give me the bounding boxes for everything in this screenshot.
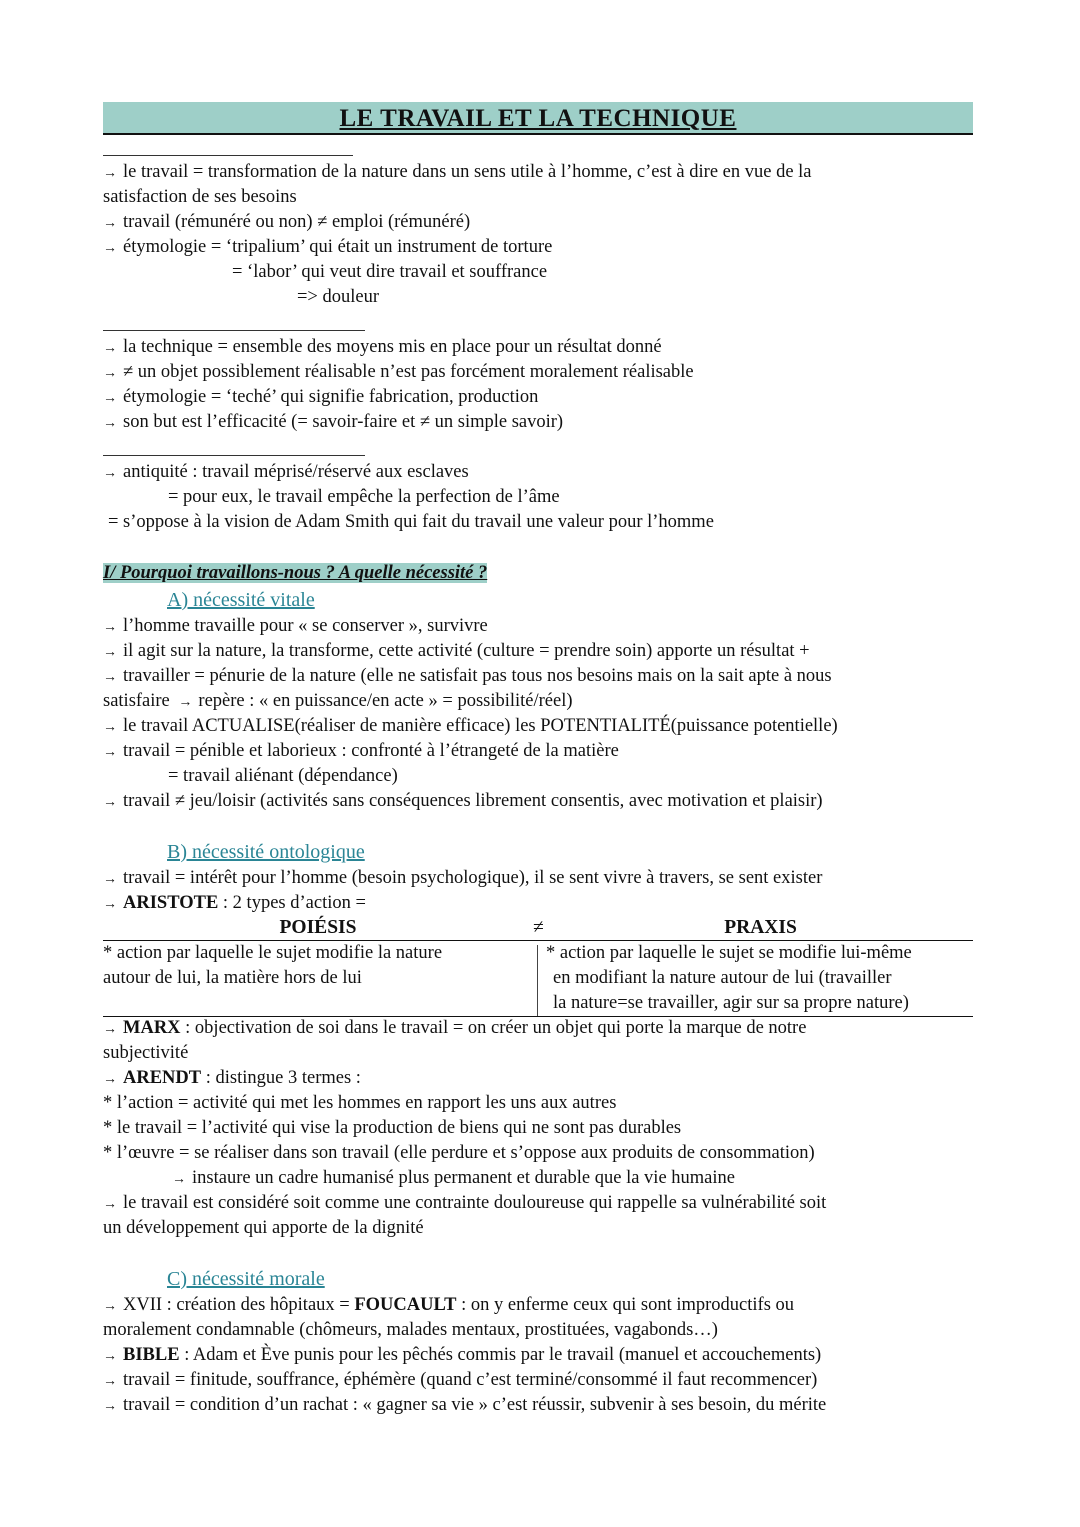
line-text: il agit sur la nature, la transforme, cette activité (culture = prendre soin) apporte un résultat + xyxy=(123,641,810,661)
text-line xyxy=(103,639,973,664)
arrow-icon: → xyxy=(103,241,117,256)
cell-line: autour de lui, la matière hors de lui xyxy=(103,968,362,988)
line-text: satisfaire xyxy=(103,691,170,711)
text-line xyxy=(103,385,973,410)
line-text: travail (rémunéré ou non) ≠ emploi (rémunéré) xyxy=(123,212,471,232)
text-line: = travail aliénant (dépendance) xyxy=(168,766,398,786)
text-line: = ‘labor’ qui veut dire travail et souffrance xyxy=(232,262,548,282)
arrow-icon: → xyxy=(103,1022,117,1037)
line-text: étymologie = ‘teché’ qui signifie fabrication, production xyxy=(123,387,539,407)
cell-line: la nature=se travailler, agir sur sa propre nature) xyxy=(553,993,909,1013)
arrow-icon: → xyxy=(103,1374,117,1389)
text-line xyxy=(103,866,973,891)
text-line xyxy=(103,1191,973,1216)
line-text: travailler = pénurie de la nature (elle ne satisfait pas tous nos besoins mais on la sait apte à nous xyxy=(123,666,832,686)
author-name: ARISTOTE xyxy=(123,893,219,913)
arrow-icon: → xyxy=(103,341,117,356)
line-text: XVII : création des hôpitaux = xyxy=(123,1295,355,1315)
text-line xyxy=(103,410,973,435)
line-text: le travail = transformation de la nature dans un sens utile à l’homme, c’est à dire en vue de la xyxy=(123,162,812,182)
list-item: * l’action = activité qui met les hommes en rapport les uns aux autres xyxy=(103,1093,617,1113)
line-text: travail = finitude, souffrance, éphémère (quand c’est terminé/consommé il faut recommencer) xyxy=(123,1370,818,1390)
cell-line: * action par laquelle le sujet se modifie lui-même xyxy=(546,943,912,963)
text-line xyxy=(103,1343,973,1368)
arrow-icon: → xyxy=(103,670,117,685)
arrow-icon: → xyxy=(103,416,117,431)
arrow-icon: → xyxy=(178,695,193,710)
line-text: : Adam et Ève punis pour les pêchés commis par le travail (manuel et accouchements) xyxy=(179,1345,822,1365)
text-line xyxy=(103,739,973,764)
arrow-icon: → xyxy=(103,795,117,810)
text-line xyxy=(103,714,973,739)
arrow-icon: → xyxy=(103,1072,117,1087)
title-text: LE TRAVAIL ET LA TECHNIQUE xyxy=(339,105,737,132)
text-line xyxy=(103,1368,973,1393)
text-line xyxy=(103,360,973,385)
column-separator xyxy=(537,945,538,1016)
line-text: repère : « en puissance/en acte » = possibilité/réel) xyxy=(198,691,573,711)
text-line: satisfaction de ses besoins xyxy=(103,187,297,207)
author-name: FOUCAULT xyxy=(354,1295,457,1315)
line-text: : 2 types d’action = xyxy=(218,893,366,913)
arrow-icon: → xyxy=(103,1299,117,1314)
line-text: instaure un cadre humanisé plus permanent et durable que la vie humaine xyxy=(192,1168,735,1188)
table-header xyxy=(103,916,973,941)
text-line: subjectivité xyxy=(103,1043,189,1063)
text-line xyxy=(103,1393,973,1418)
list-item: * le travail = l’activité qui vise la production de biens qui ne sont pas durables xyxy=(103,1118,682,1138)
author-name: MARX xyxy=(123,1018,181,1038)
arrow-icon: → xyxy=(103,872,117,887)
column-header-poiesis: POIÉSIS xyxy=(279,917,357,938)
divider xyxy=(103,310,973,335)
text-line xyxy=(103,210,973,235)
document-title xyxy=(103,102,973,135)
arrow-icon: → xyxy=(103,216,117,231)
line-text: la technique = ensemble des moyens mis en place pour un résultat donné xyxy=(123,337,662,357)
subsection-heading-c: C) nécessité morale xyxy=(167,1268,325,1290)
line-text: : objectivation de soi dans le travail = on créer un objet qui porte la marque de notre xyxy=(180,1018,807,1038)
arrow-icon: → xyxy=(103,366,117,381)
text-line xyxy=(103,689,973,714)
line-text: travail = intérêt pour l’homme (besoin psychologique), il se sent vivre à travers, se sent exister xyxy=(123,868,823,888)
subsection-heading-b: B) nécessité ontologique xyxy=(167,841,365,863)
section-heading xyxy=(103,560,973,587)
line-text: antiquité : travail méprisé/réservé aux esclaves xyxy=(123,462,469,482)
text-line xyxy=(103,235,973,260)
cell-line: * action par laquelle le sujet modifie la nature xyxy=(103,943,443,963)
line-text: : on y enferme ceux qui sont improductifs ou xyxy=(456,1295,795,1315)
line-text: travail ≠ jeu/loisir (activités sans conséquences librement consentis, avec motivation et plaisir) xyxy=(123,791,823,811)
divider xyxy=(103,135,973,160)
line-text: son but est l’efficacité (= savoir-faire et ≠ un simple savoir) xyxy=(123,412,564,432)
divider xyxy=(103,435,973,460)
line-text: ≠ un objet possiblement réalisable n’est pas forcément moralement réalisable xyxy=(123,362,694,382)
text-line xyxy=(103,1066,973,1091)
list-item: * l’œuvre = se réaliser dans son travail (elle perdure et s’oppose aux produits de consommation) xyxy=(103,1143,815,1163)
author-name: BIBLE xyxy=(123,1345,180,1365)
text-line xyxy=(103,614,973,639)
line-text: travail = pénible et laborieux : confronté à l’étrangeté de la matière xyxy=(123,741,619,761)
cell-line: en modifiant la nature autour de lui (travailler xyxy=(553,968,892,988)
arrow-icon: → xyxy=(103,720,117,735)
heading-text: I/ Pourquoi travaillons-nous ? A quelle nécessité ? xyxy=(103,563,488,583)
text-line xyxy=(103,335,973,360)
text-line xyxy=(103,160,973,185)
not-equal-sign: ≠ xyxy=(533,917,544,938)
text-line: = pour eux, le travail empêche la perfection de l’âme xyxy=(168,487,560,507)
arrow-icon: → xyxy=(103,897,117,912)
table-cell-poiesis xyxy=(103,941,533,991)
text-line xyxy=(103,789,973,814)
line-text: : distingue 3 termes : xyxy=(201,1068,361,1088)
text-line: = s’oppose à la vision de Adam Smith qui fait du travail une valeur pour l’homme xyxy=(108,512,714,532)
arrow-icon: → xyxy=(172,1172,186,1187)
text-line: un développement qui apporte de la dignité xyxy=(103,1218,424,1238)
arrow-icon: → xyxy=(103,620,117,635)
text-line: moralement condamnable (chômeurs, malades mentaux, prostituées, vagabonds…) xyxy=(103,1320,718,1340)
document-page xyxy=(103,102,973,1418)
subsection-heading-a: A) nécessité vitale xyxy=(167,589,315,611)
column-header-praxis: PRAXIS xyxy=(724,917,797,938)
text-line xyxy=(103,1166,973,1191)
arrow-icon: → xyxy=(103,1349,117,1364)
line-text: l’homme travaille pour « se conserver », survivre xyxy=(123,616,488,636)
text-line xyxy=(103,891,973,916)
line-text: travail = condition d’un rachat : « gagner sa vie » c’est réussir, subvenir à ses besoin, du mérite xyxy=(123,1395,827,1415)
table-row xyxy=(103,941,973,1017)
line-text: le travail est considéré soit comme une contrainte douloureuse qui rappelle sa vulnérabilité soit xyxy=(123,1193,827,1213)
text-line xyxy=(103,460,973,485)
text-line xyxy=(103,1293,973,1318)
arrow-icon: → xyxy=(103,391,117,406)
line-text: étymologie = ‘tripalium’ qui était un instrument de torture xyxy=(123,237,553,257)
arrow-icon: → xyxy=(103,745,117,760)
arrow-icon: → xyxy=(103,166,117,181)
author-name: ARENDT xyxy=(123,1068,202,1088)
table-cell-praxis xyxy=(546,941,912,1016)
text-line xyxy=(103,664,973,689)
text-line: => douleur xyxy=(297,287,380,307)
arrow-icon: → xyxy=(103,645,117,660)
arrow-icon: → xyxy=(103,466,117,481)
line-text: le travail ACTUALISE(réaliser de manière efficace) les POTENTIALITÉ(puissance potentielle) xyxy=(123,716,838,736)
comparison-table xyxy=(103,916,973,1016)
arrow-icon: → xyxy=(103,1197,117,1212)
text-line xyxy=(103,1016,973,1041)
arrow-icon: → xyxy=(103,1399,117,1414)
